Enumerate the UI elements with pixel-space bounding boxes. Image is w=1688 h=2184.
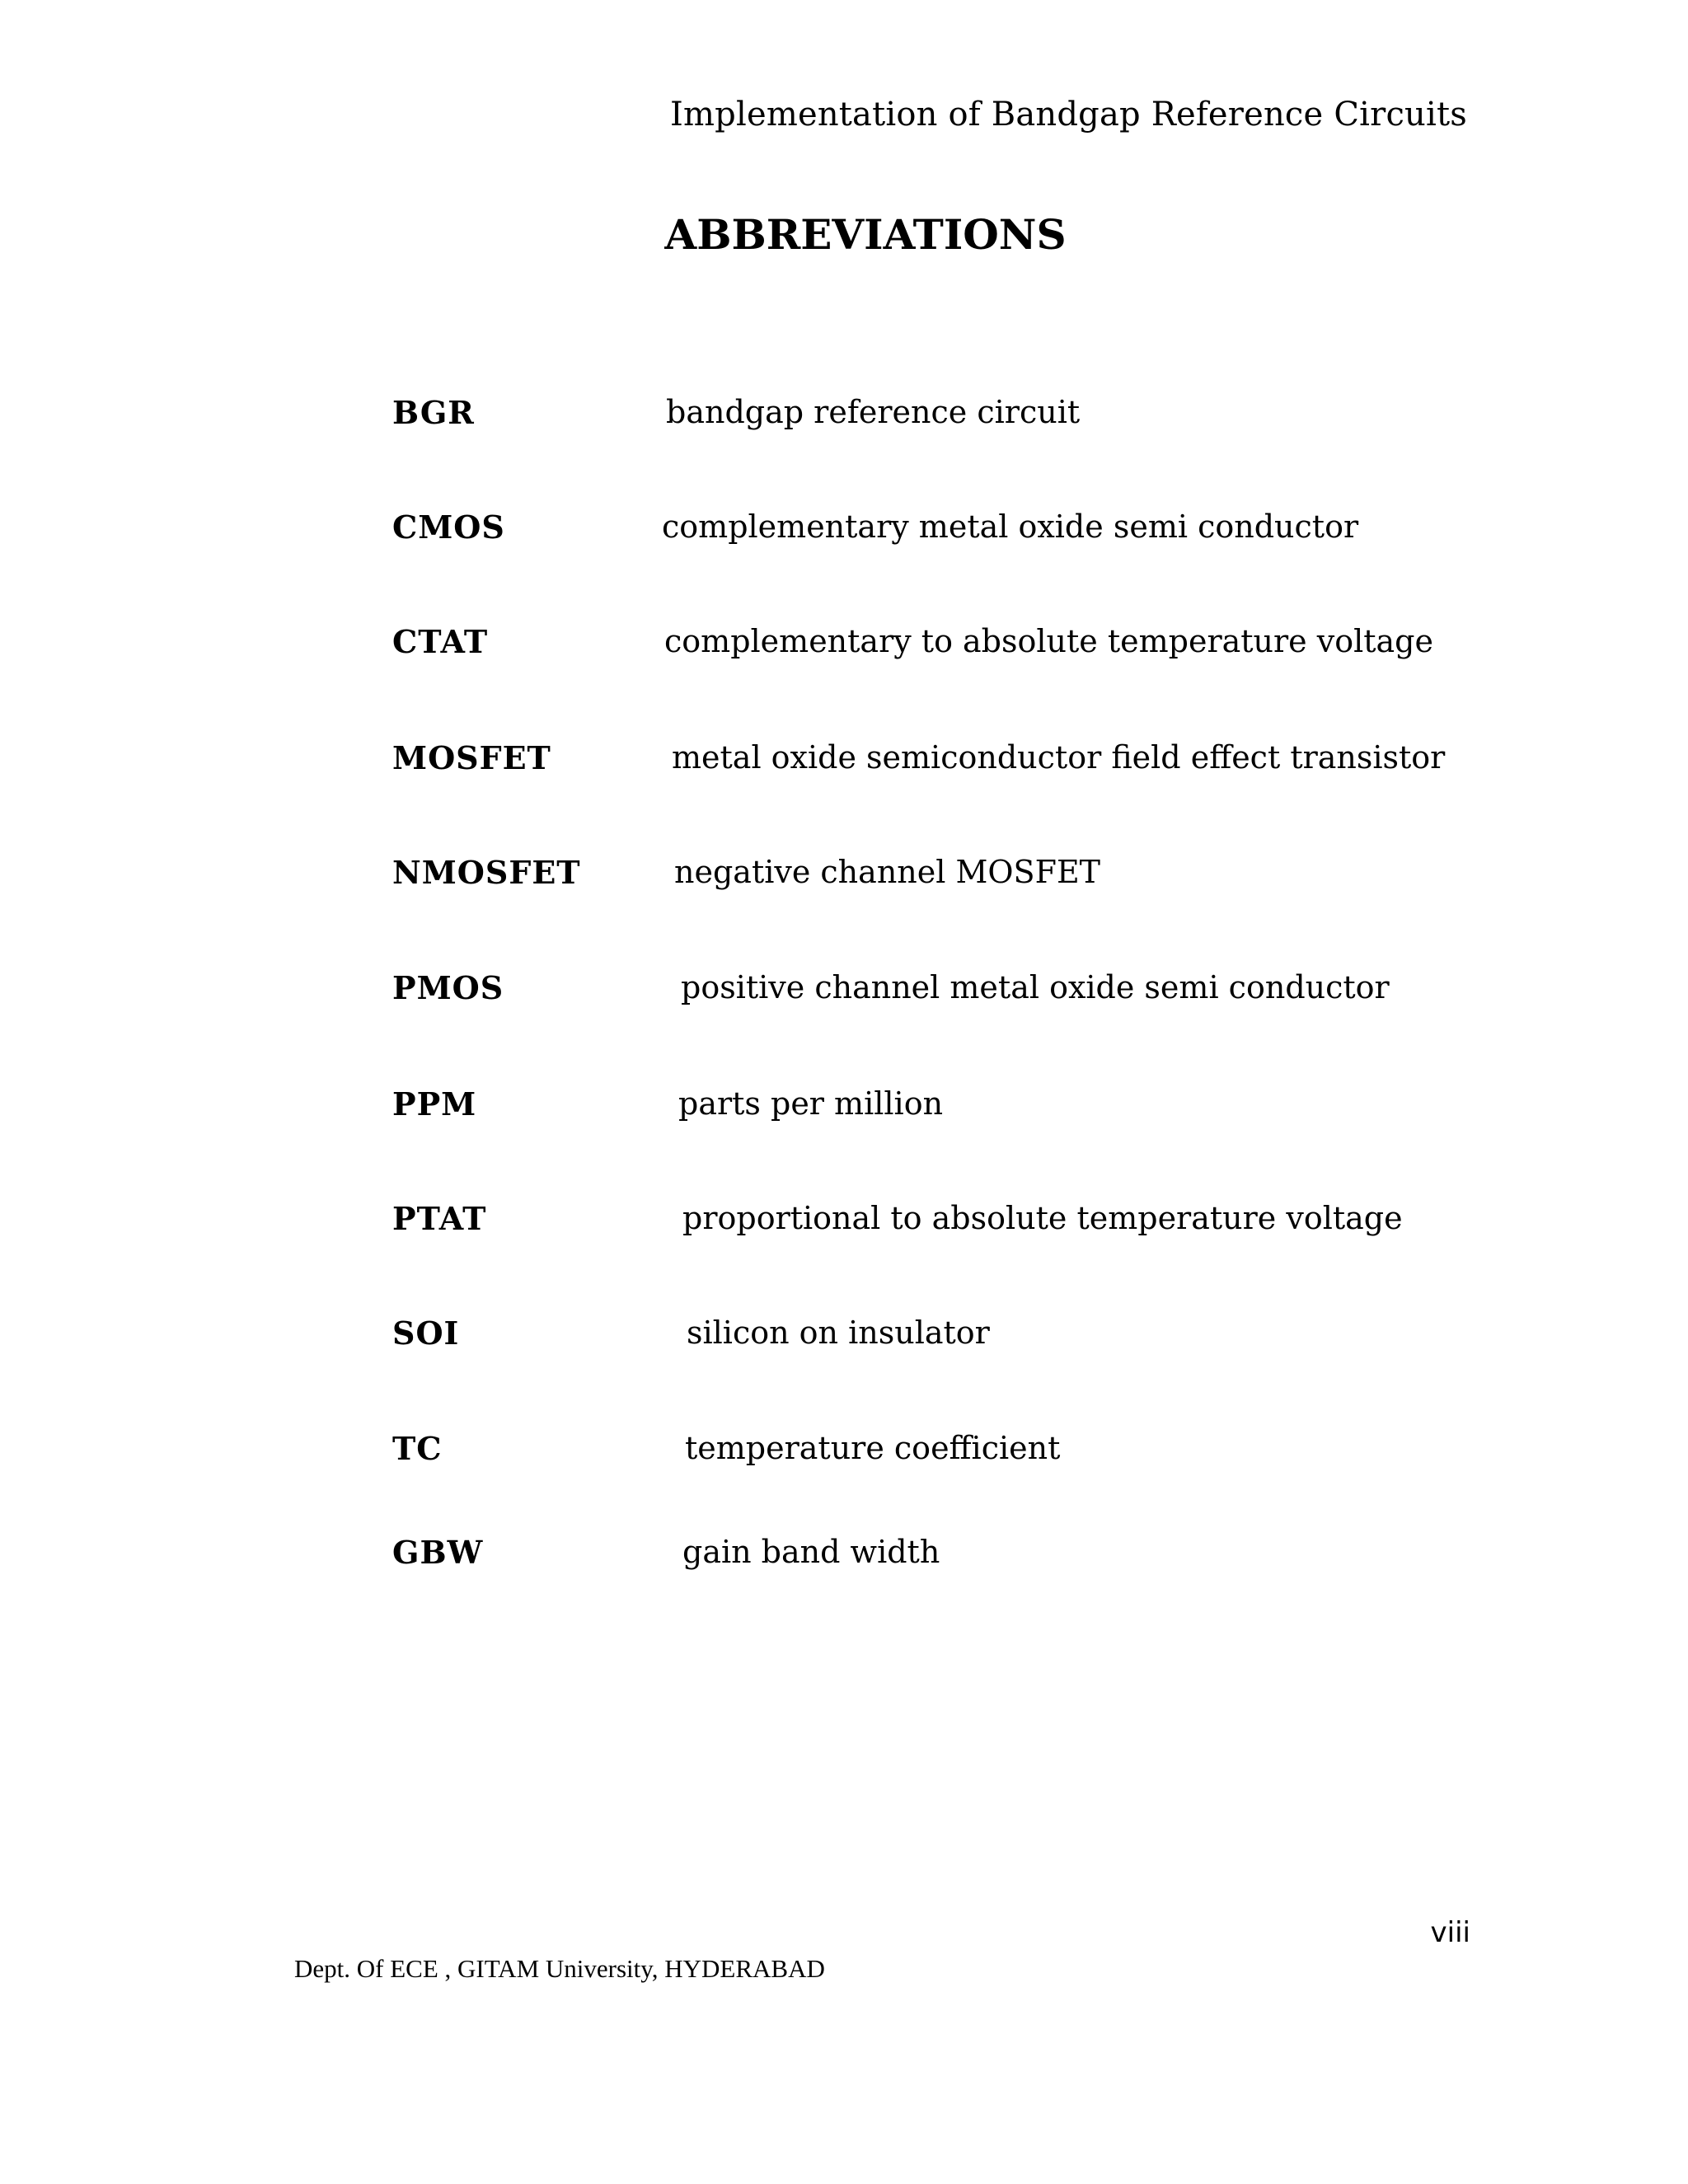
abbreviation-row [0,394,1688,443]
abbreviation-definition: bandgap reference circuit [666,394,1081,430]
abbreviation-row [0,1200,1688,1249]
abbreviation-definition: gain band width [682,1534,940,1570]
abbreviation-row [0,1430,1688,1479]
abbreviation-row [0,854,1688,903]
abbreviation-term: GBW [392,1534,484,1571]
abbreviation-definition: silicon on insulator [687,1315,990,1351]
abbreviation-term: CMOS [392,509,505,546]
page-title: ABBREVIATIONS [664,210,1067,259]
abbreviation-term: TC [392,1430,443,1467]
abbreviation-definition: temperature coefficient [685,1430,1061,1466]
abbreviation-row [0,969,1688,1019]
abbreviation-term: BGR [392,394,475,431]
abbreviation-row [0,1085,1688,1135]
footer-department: Dept. Of ECE , GITAM University, HYDERABAD [294,1954,825,1983]
abbreviation-term: MOSFET [392,739,551,776]
running-header-title: Implementation of Bandgap Reference Circuits [670,96,1467,134]
abbreviation-term: PTAT [392,1200,487,1237]
abbreviation-row [0,1315,1688,1364]
abbreviation-term: SOI [392,1315,460,1352]
abbreviation-term: PMOS [392,969,504,1006]
abbreviation-row [0,739,1688,789]
abbreviation-term: CTAT [392,623,489,660]
abbreviation-definition: metal oxide semiconductor field effect transistor [672,739,1446,776]
abbreviation-definition: proportional to absolute temperature voltage [682,1200,1403,1236]
abbreviation-term: PPM [392,1085,477,1122]
page-number: viii [1430,1916,1470,1949]
abbreviation-row [0,509,1688,558]
abbreviation-definition: positive channel metal oxide semi conductor [681,969,1390,1005]
abbreviation-row [0,1534,1688,1583]
abbreviation-definition: negative channel MOSFET [674,854,1101,890]
abbreviation-row [0,623,1688,673]
abbreviation-definition: complementary to absolute temperature voltage [664,623,1433,659]
abbreviation-definition: complementary metal oxide semi conductor [662,509,1359,545]
abbreviation-definition: parts per million [678,1085,944,1122]
abbreviation-term: NMOSFET [392,854,581,891]
